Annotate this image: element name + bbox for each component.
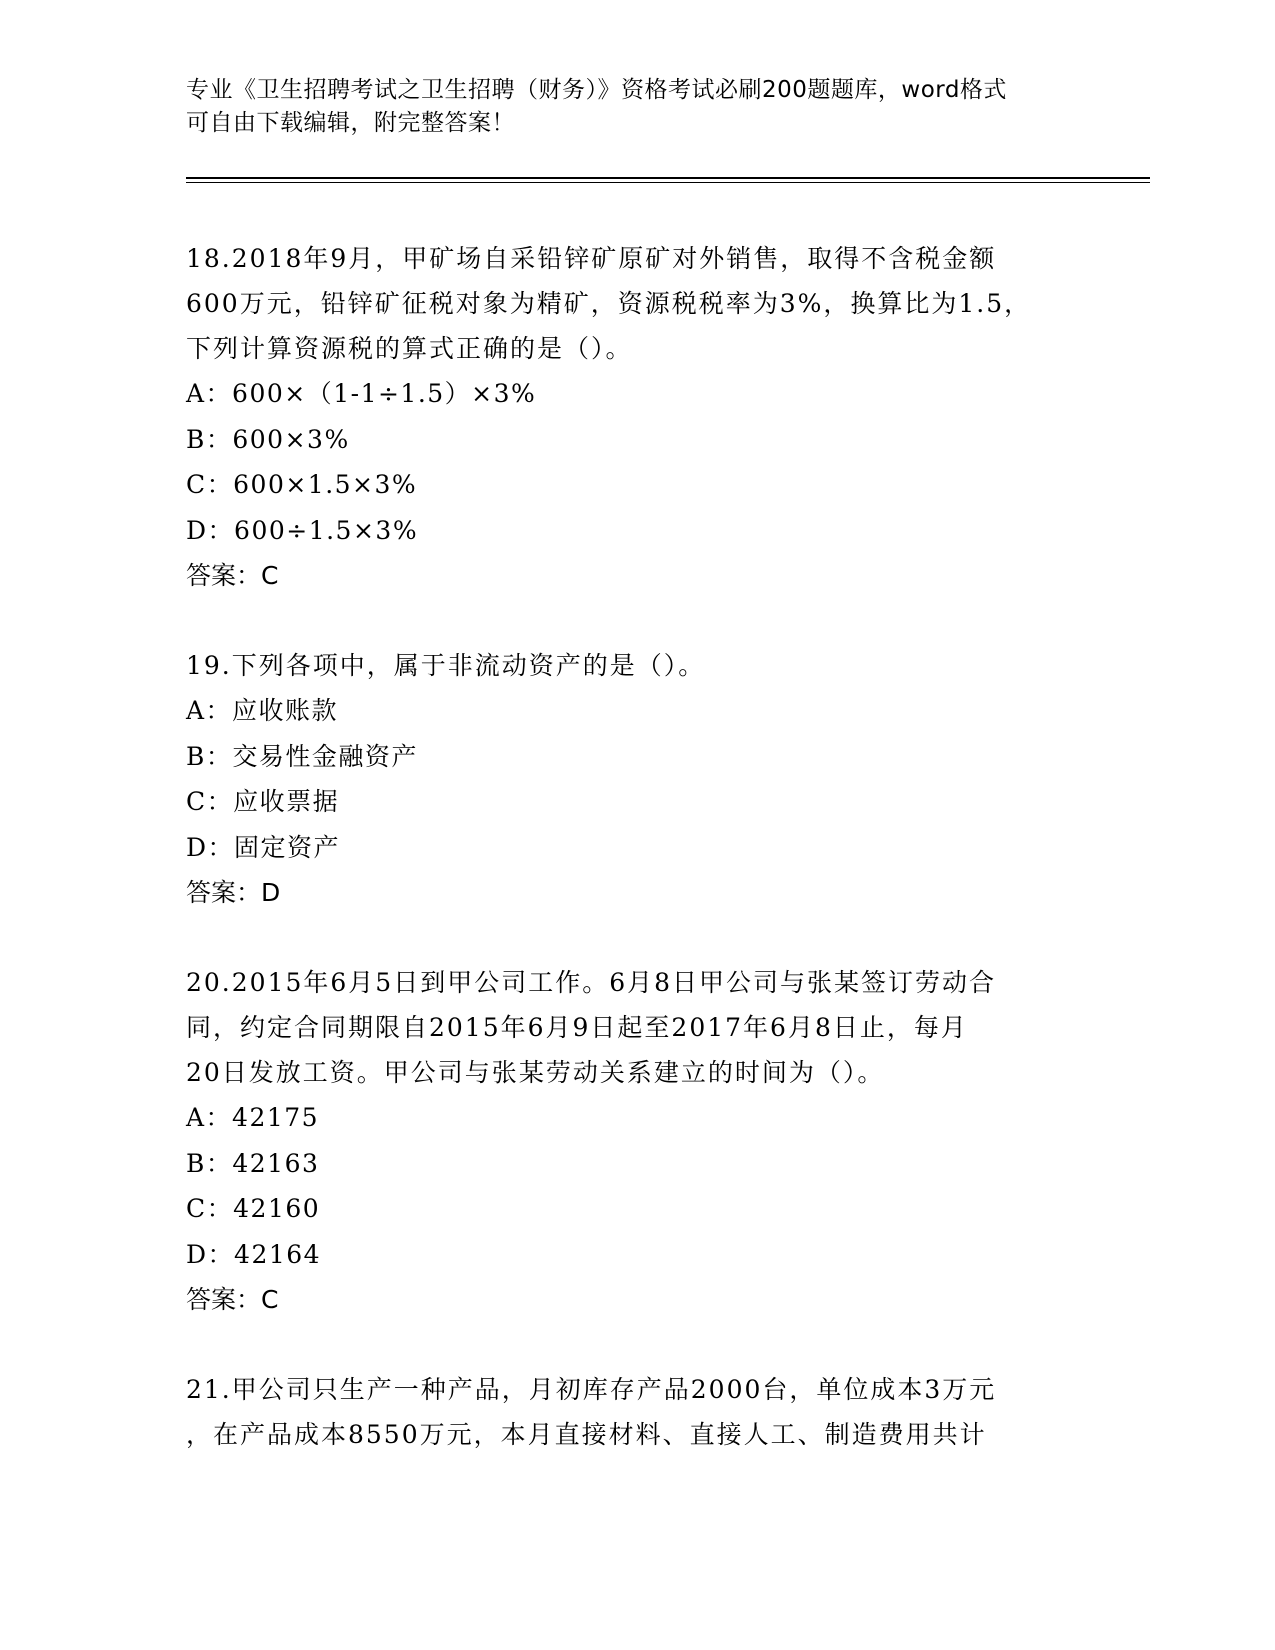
question-text-line: 20.2015年6月5日到甲公司工作。6月8日甲公司与张某签订劳动合 — [186, 968, 997, 997]
question-text-line: 600万元，铅锌矿征税对象为精矿，资源税税率为3%，换算比为1.5， — [186, 289, 1032, 318]
answer-line: 答案：D — [186, 878, 281, 907]
option-b: B：交易性金融资产 — [186, 741, 418, 771]
question-20 — [186, 960, 1106, 1322]
option-c: C：应收票据 — [186, 787, 340, 816]
question-text-line: 18.2018年9月，甲矿场自采铅锌矿原矿对外销售，取得不含税金额 — [186, 244, 997, 273]
option-d: D：固定资产 — [186, 832, 341, 862]
question-list — [186, 236, 1106, 1457]
question-21 — [186, 1367, 1106, 1457]
answer-line: 答案：C — [186, 1285, 279, 1314]
option-c: C：42160 — [186, 1194, 321, 1223]
header-divider-thick — [186, 177, 1150, 179]
question-text-line: 21.甲公司只生产一种产品，月初库存产品2000台，单位成本3万元 — [186, 1375, 997, 1404]
question-text-line: 19.下列各项中，属于非流动资产的是（）。 — [186, 651, 706, 680]
option-a: A：应收账款 — [186, 696, 339, 725]
option-a: A：42175 — [186, 1103, 320, 1132]
header-line-2: 可自由下载编辑，附完整答案！ — [186, 110, 515, 136]
question-text-line: 下列计算资源税的算式正确的是（）。 — [186, 334, 633, 363]
question-18 — [186, 236, 1106, 598]
question-text-line: ，在产品成本8550万元，本月直接材料、直接人工、制造费用共计 — [186, 1420, 987, 1449]
option-d: D：600÷1.5×3% — [186, 515, 419, 545]
option-a: A：600×（1-1÷1.5）×3% — [186, 379, 537, 408]
option-d: D：42164 — [186, 1239, 322, 1269]
header-line-1: 专业《卫生招聘考试之卫生招聘（财务）》资格考试必刷200题题库，word格式 — [186, 77, 1007, 103]
question-19 — [186, 643, 1106, 915]
option-b: B：600×3% — [186, 424, 350, 454]
question-spacer — [186, 598, 1106, 643]
question-text-line: 20日发放工资。甲公司与张某劳动关系建立的时间为（）。 — [186, 1058, 885, 1087]
document-header — [186, 74, 1086, 140]
option-c: C：600×1.5×3% — [186, 470, 418, 499]
header-divider-thin — [186, 182, 1150, 183]
question-text-line: 同，约定合同期限自2015年6月9日起至2017年6月8日止，每月 — [186, 1013, 968, 1042]
answer-line: 答案：C — [186, 561, 279, 590]
question-spacer — [186, 1322, 1106, 1367]
option-b: B：42163 — [186, 1148, 320, 1178]
question-spacer — [186, 915, 1106, 960]
